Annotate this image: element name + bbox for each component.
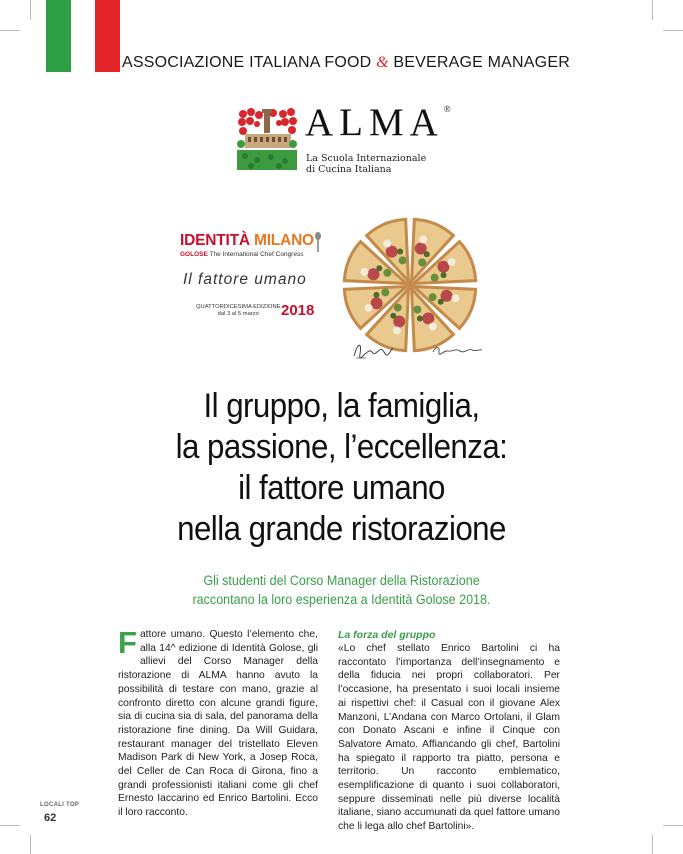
association-name-part1: ASSOCIAZIONE ITALIANA FOOD: [122, 54, 372, 71]
identita-milano-logo: [180, 232, 314, 250]
pizza-topping: [376, 265, 382, 271]
section-title: La forza del gruppo: [338, 629, 436, 641]
body-column-right: [338, 628, 560, 834]
crop-mark: [30, 835, 31, 854]
headline-line: il fattore umano: [238, 469, 445, 507]
spoon-icon: [314, 232, 322, 252]
pizza-topping: [429, 293, 437, 301]
crop-mark: [652, 0, 653, 20]
pizza-topping: [424, 251, 430, 257]
headline-line: Il gruppo, la famiglia,: [203, 387, 480, 425]
pizza-topping: [383, 269, 391, 277]
golose-word: GOLOSE: [180, 251, 208, 258]
page-number: 62: [44, 812, 57, 824]
pizza-topping: [390, 313, 396, 319]
pizza-topping: [441, 272, 447, 278]
pizza-topping: [417, 316, 423, 322]
alma-subtitle-line1: La Scuola Internazionale: [306, 153, 427, 164]
association-name-part2: BEVERAGE MANAGER: [393, 54, 570, 71]
alma-wordmark: [305, 100, 451, 145]
crop-mark: [0, 825, 20, 826]
pizza-topping: [429, 323, 437, 331]
pizza-topping: [448, 258, 456, 266]
association-name: [122, 54, 570, 72]
edition-year: 2018: [281, 302, 315, 319]
pizza-topping: [397, 248, 403, 254]
pizza-topping: [451, 294, 459, 302]
crop-mark: [663, 825, 683, 826]
alma-subtitle: [306, 153, 426, 175]
drop-cap: F: [118, 625, 137, 660]
identita-golose-line: [180, 251, 303, 258]
flag-red-stripe: [95, 0, 120, 72]
pizza-topping: [418, 258, 426, 266]
article-headline: [83, 386, 601, 550]
crop-mark: [663, 30, 683, 31]
alma-subtitle-line2: di Cucina Italiana: [306, 164, 392, 175]
pizza-topping: [364, 304, 372, 312]
edition-info: [196, 304, 281, 318]
edition-label: QUATTORDICESIMA EDIZIONE: [196, 304, 281, 310]
event-theme: Il fattore umano: [183, 271, 307, 288]
crop-mark: [652, 835, 653, 854]
milano-word: MILANO: [253, 232, 314, 249]
pizza-topping: [393, 326, 401, 334]
identita-word: IDENTITÀ: [180, 232, 250, 249]
pizza-topping: [361, 268, 369, 276]
edition-dates: dal 3 al 5 marzo: [217, 311, 259, 317]
flag-white-stripe: [71, 0, 96, 72]
headline-line: la passione, l’eccellenza:: [175, 428, 508, 466]
body-column-left: [118, 625, 318, 820]
pizza-topping: [419, 236, 427, 244]
registered-mark: ®: [443, 104, 451, 114]
pizza-topping: [383, 239, 391, 247]
pizza-topping: [438, 299, 444, 305]
flag-green-stripe: [46, 0, 71, 72]
right-column-text: «Lo chef stellato Enrico Bartolini ci ha raccontato l’importanza dell’insegnamento e della fiducia nei propri collaboratori. Per l’occasione, ha presentato i suoi locali insieme ai rispettivi chef: il Casual con il giovane Alex Manzoni, L’Andana con Marco Ortolani, il Glam con Donato Ascani e infine il Cinque con Salvatore Amato. Affiancando gli chef, Bartolini ha spiegato il rapporto tra piatto, persona e territorio. Un racconto emblematico, esemplificazione di quanto i suoi collaboratori, seppure disseminati nelle più diverse località italiane, siano accumunati da quel fattore umano che li lega allo chef Bartolini».: [338, 643, 560, 833]
magazine-brand: LOCALI TOP: [40, 802, 80, 808]
alma-logo-image: [237, 108, 297, 170]
signature-image: [430, 338, 484, 362]
left-column-text: attore umano. Questo l’elemento che, alla 14^ edizione di Identità Golose, gli allievi del Corso Manager della ristorazione di ALMA hanno avuto la possibilità di testare con mano, grazie al confronto diretto con alcune grandi figure, sia di cucina sia di sala, del panorama della ristorazione fine dining. Da Will Guidara, restaurant manager del tristellato Eleven Madison Park di New York, a Josep Roca, del Celler de Can Roca di Girona, fino a grandi professionisti italiani come gli chef Ernesto Iaccarino ed Enrico Bartolini. Ecco il loro racconto.: [118, 629, 318, 819]
italian-flag: [46, 0, 120, 72]
pizza-topping: [399, 256, 407, 264]
pizza-topping: [373, 292, 379, 298]
congress-text: The International Chef Congress: [209, 251, 304, 258]
pizza-topping: [381, 288, 389, 296]
subheading-line: Gli studenti del Corso Manager della Ristorazione: [203, 573, 480, 588]
subheading-line: raccontano la loro esperienza a Identità Golose 2018.: [192, 592, 491, 607]
pizza-topping: [431, 274, 439, 282]
pizza-topping: [413, 306, 421, 314]
signature-image: [350, 338, 395, 362]
crop-mark: [0, 30, 20, 31]
pizza-topping: [394, 304, 402, 312]
alma-name: ALMA: [305, 101, 444, 144]
crop-mark: [30, 0, 31, 20]
article-subheading: [80, 571, 604, 609]
pizza-photo: [340, 215, 480, 355]
headline-line: nella grande ristorazione: [177, 510, 506, 548]
association-ampersand: &: [376, 54, 389, 71]
